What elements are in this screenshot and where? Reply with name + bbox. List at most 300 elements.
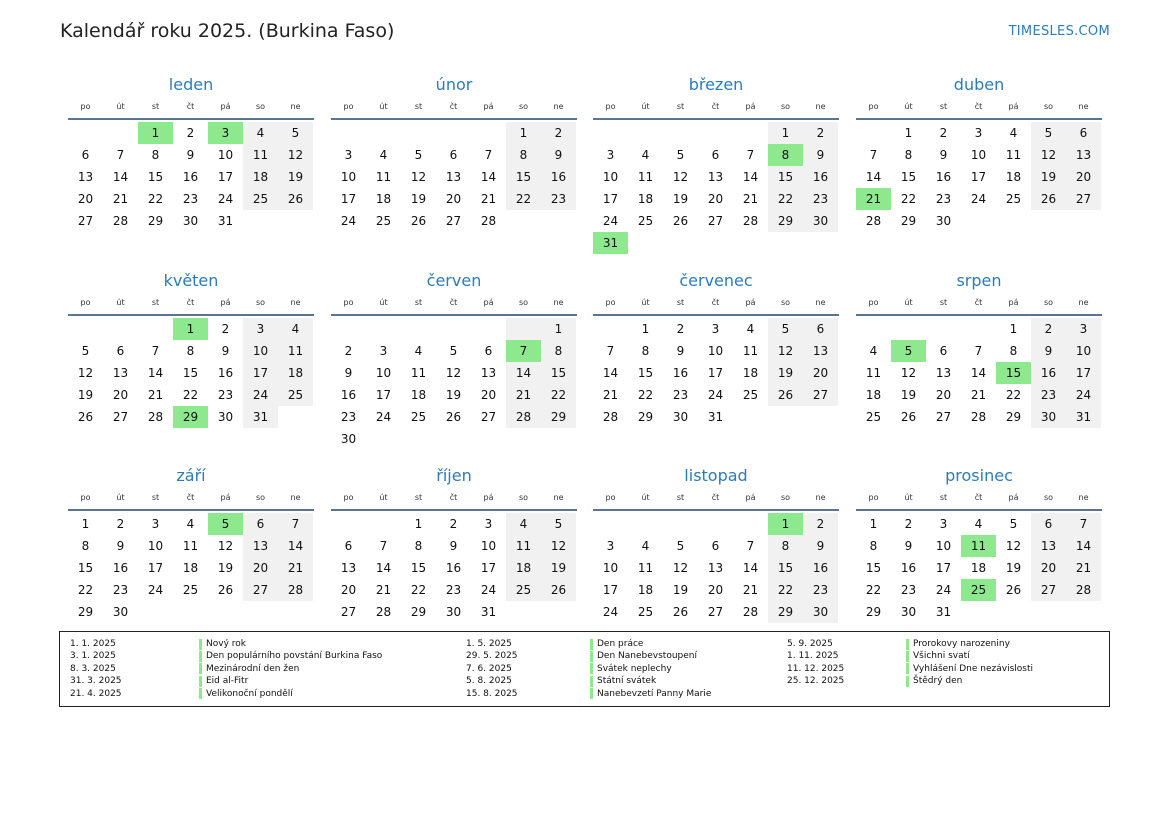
day-cell: 19 <box>278 166 313 188</box>
weekday-label: st <box>414 298 423 307</box>
legend-marker <box>199 651 202 662</box>
day-cell: 25 <box>742 388 759 402</box>
legend-holiday-name: Vyhlášení Dne nezávislosti <box>913 663 1034 674</box>
day-cell: 25 <box>182 583 199 597</box>
day-cell: 14 <box>506 362 541 384</box>
day-cell: 29 <box>147 214 164 228</box>
weekday-label: ne <box>815 493 826 502</box>
legend-date: 1. 11. 2025 <box>787 651 839 662</box>
day-cell: 12 <box>77 366 94 380</box>
holiday-day: 1 <box>173 318 208 340</box>
weekday-label: pá <box>483 493 494 502</box>
month-červenec <box>593 270 839 428</box>
day-cell: 11 <box>278 340 313 362</box>
day-cell: 14 <box>865 170 882 184</box>
day-cell: 7 <box>116 148 125 162</box>
day-cell: 31 <box>480 605 497 619</box>
day-cell: 23 <box>672 388 689 402</box>
weekday-label: st <box>939 493 948 502</box>
day-cell: 17 <box>243 362 278 384</box>
weekday-label: út <box>641 102 650 111</box>
empty-cell <box>698 513 733 535</box>
day-cell: 31 <box>935 605 952 619</box>
empty-cell <box>628 122 663 144</box>
day-cell: 10 <box>602 170 619 184</box>
day-cell: 10 <box>217 148 234 162</box>
legend-marker <box>590 688 593 699</box>
legend-holiday-name: Prorokovy narozeniny <box>913 639 1010 649</box>
month-březen <box>593 74 839 254</box>
day-cell: 8 <box>768 535 803 557</box>
weekday-header <box>856 102 1102 120</box>
day-cell: 21 <box>602 388 619 402</box>
day-cell: 6 <box>711 148 720 162</box>
day-cell: 17 <box>707 366 724 380</box>
day-cell: 26 <box>217 583 234 597</box>
day-cell: 31 <box>217 214 234 228</box>
legend-holiday-name: Svátek neplechy <box>597 663 672 674</box>
holiday-day: 11 <box>961 535 996 557</box>
empty-cell <box>926 318 961 340</box>
day-cell: 27 <box>243 579 278 601</box>
day-cell: 3 <box>974 126 983 140</box>
day-cell: 10 <box>375 366 392 380</box>
day-cell: 6 <box>81 148 90 162</box>
day-cell: 3 <box>1066 318 1101 340</box>
weekday-label: út <box>116 102 125 111</box>
weekday-label: so <box>1043 493 1054 502</box>
day-cell: 6 <box>1066 122 1101 144</box>
day-cell: 22 <box>541 384 576 406</box>
weekday-label: st <box>676 493 685 502</box>
day-cell: 11 <box>182 539 199 553</box>
day-cell: 15 <box>506 166 541 188</box>
weekday-label: po <box>605 493 616 502</box>
day-cell: 26 <box>445 410 462 424</box>
day-cell: 21 <box>506 384 541 406</box>
day-cell: 22 <box>865 583 882 597</box>
empty-cell <box>733 122 768 144</box>
day-cell: 28 <box>278 579 313 601</box>
month-srpen <box>856 270 1102 428</box>
day-cell: 20 <box>77 192 94 206</box>
day-cell: 4 <box>974 517 983 531</box>
day-cell: 10 <box>243 340 278 362</box>
weekday-label: pá <box>220 298 231 307</box>
day-cell: 23 <box>541 188 576 210</box>
day-cell: 9 <box>803 144 838 166</box>
day-cell: 29 <box>637 410 654 424</box>
day-cell: 7 <box>869 148 878 162</box>
weekday-label: čt <box>186 298 195 307</box>
weekday-label: ne <box>815 102 826 111</box>
day-cell: 3 <box>243 318 278 340</box>
day-grid <box>856 511 1101 623</box>
day-cell: 1 <box>506 122 541 144</box>
day-cell: 11 <box>375 170 392 184</box>
month-listopad <box>593 465 839 623</box>
day-cell: 28 <box>1066 579 1101 601</box>
weekday-label: ne <box>1078 493 1089 502</box>
weekday-label: st <box>151 298 160 307</box>
weekday-header <box>856 493 1102 511</box>
weekday-label: út <box>904 493 913 502</box>
day-cell: 3 <box>711 322 720 336</box>
day-cell: 18 <box>182 561 199 575</box>
day-cell: 4 <box>506 513 541 535</box>
month-září <box>68 465 314 623</box>
legend-marker <box>590 651 593 662</box>
day-cell: 12 <box>672 170 689 184</box>
day-cell: 7 <box>746 539 755 553</box>
weekday-label: čt <box>974 102 983 111</box>
weekday-label: ne <box>1078 298 1089 307</box>
weekday-label: čt <box>974 493 983 502</box>
weekday-label: ne <box>290 493 301 502</box>
day-cell: 3 <box>151 517 160 531</box>
weekday-label: po <box>868 493 879 502</box>
legend-marker <box>590 676 593 687</box>
day-cell: 1 <box>414 517 423 531</box>
weekday-header <box>331 298 577 316</box>
day-cell: 30 <box>900 605 917 619</box>
day-cell: 9 <box>904 539 913 553</box>
day-cell: 19 <box>217 561 234 575</box>
empty-cell <box>733 513 768 535</box>
weekday-label: út <box>641 493 650 502</box>
day-cell: 6 <box>344 539 353 553</box>
weekday-label: so <box>1043 298 1054 307</box>
day-cell: 20 <box>935 388 952 402</box>
day-cell: 21 <box>742 583 759 597</box>
day-cell: 5 <box>81 344 90 358</box>
day-cell: 22 <box>900 192 917 206</box>
weekday-header <box>68 493 314 511</box>
month-name: červen <box>426 271 482 290</box>
day-cell: 24 <box>935 583 952 597</box>
day-cell: 8 <box>869 539 878 553</box>
day-cell: 11 <box>506 535 541 557</box>
day-cell: 27 <box>935 410 952 424</box>
day-cell: 6 <box>116 344 125 358</box>
weekday-label: pá <box>220 102 231 111</box>
day-cell: 11 <box>637 170 654 184</box>
day-cell: 2 <box>344 344 353 358</box>
day-cell: 18 <box>506 557 541 579</box>
legend-marker <box>906 663 909 674</box>
brand-link[interactable]: TIMESLES.COM <box>1008 24 1110 39</box>
empty-cell <box>366 513 401 535</box>
day-cell: 1 <box>869 517 878 531</box>
day-cell: 8 <box>904 148 913 162</box>
legend-marker <box>199 639 202 650</box>
day-grid <box>856 316 1101 428</box>
day-cell: 6 <box>939 344 948 358</box>
day-cell: 21 <box>147 388 164 402</box>
weekday-label: út <box>116 493 125 502</box>
weekday-header <box>856 298 1102 316</box>
day-cell: 12 <box>445 366 462 380</box>
day-cell: 5 <box>278 122 313 144</box>
weekday-label: po <box>80 298 91 307</box>
day-cell: 18 <box>410 388 427 402</box>
weekday-label: st <box>414 493 423 502</box>
day-cell: 22 <box>637 388 654 402</box>
day-cell: 25 <box>375 214 392 228</box>
day-cell: 7 <box>379 539 388 553</box>
empty-cell <box>436 122 471 144</box>
day-cell: 8 <box>506 144 541 166</box>
empty-cell <box>506 318 541 340</box>
legend-holiday-name: Den populárního povstání Burkina Faso <box>206 651 383 662</box>
day-cell: 2 <box>541 122 576 144</box>
month-name: říjen <box>436 466 472 485</box>
day-cell: 1 <box>768 122 803 144</box>
day-cell: 19 <box>445 388 462 402</box>
day-cell: 5 <box>541 513 576 535</box>
day-cell: 24 <box>480 583 497 597</box>
day-cell: 16 <box>541 166 576 188</box>
day-cell: 23 <box>935 192 952 206</box>
day-cell: 8 <box>641 344 650 358</box>
day-cell: 29 <box>1005 410 1022 424</box>
day-cell: 17 <box>375 388 392 402</box>
day-cell: 19 <box>672 583 689 597</box>
day-cell: 10 <box>602 561 619 575</box>
day-cell: 18 <box>970 561 987 575</box>
month-name: červenec <box>679 271 753 290</box>
day-cell: 7 <box>484 148 493 162</box>
day-cell: 17 <box>935 561 952 575</box>
day-cell: 4 <box>243 122 278 144</box>
day-cell: 16 <box>803 166 838 188</box>
day-cell: 2 <box>803 513 838 535</box>
day-cell: 17 <box>970 170 987 184</box>
holiday-day: 25 <box>961 579 996 601</box>
weekday-label: so <box>780 298 791 307</box>
weekday-label: ne <box>290 298 301 307</box>
legend-marker <box>906 651 909 662</box>
day-cell: 12 <box>768 340 803 362</box>
weekday-header <box>68 102 314 120</box>
day-cell: 29 <box>410 605 427 619</box>
day-cell: 26 <box>77 410 94 424</box>
day-cell: 20 <box>445 192 462 206</box>
day-cell: 21 <box>742 192 759 206</box>
month-name: září <box>176 466 206 485</box>
month-leden <box>68 74 314 232</box>
day-cell: 19 <box>1031 166 1066 188</box>
day-cell: 26 <box>410 214 427 228</box>
month-name: březen <box>688 75 744 94</box>
weekday-label: so <box>518 298 529 307</box>
day-cell: 30 <box>803 210 838 232</box>
holiday-day: 8 <box>768 144 803 166</box>
empty-cell <box>103 318 138 340</box>
legend-date: 21. 4. 2025 <box>70 688 122 699</box>
day-cell: 9 <box>449 539 458 553</box>
day-cell: 28 <box>970 410 987 424</box>
day-cell: 15 <box>541 362 576 384</box>
day-cell: 12 <box>410 170 427 184</box>
day-cell: 11 <box>865 366 882 380</box>
day-cell: 4 <box>641 539 650 553</box>
day-cell: 15 <box>900 170 917 184</box>
day-cell: 17 <box>480 561 497 575</box>
empty-cell <box>698 122 733 144</box>
day-cell: 14 <box>112 170 129 184</box>
day-cell: 12 <box>900 366 917 380</box>
day-cell: 15 <box>182 366 199 380</box>
empty-cell <box>593 318 628 340</box>
day-cell: 23 <box>445 583 462 597</box>
day-cell: 13 <box>243 535 278 557</box>
day-cell: 2 <box>676 322 685 336</box>
day-cell: 6 <box>243 513 278 535</box>
day-cell: 13 <box>112 366 129 380</box>
day-cell: 26 <box>768 384 803 406</box>
legend-date: 25. 12. 2025 <box>787 676 845 687</box>
day-cell: 26 <box>900 410 917 424</box>
day-cell: 19 <box>1005 561 1022 575</box>
day-cell: 16 <box>672 366 689 380</box>
day-cell: 26 <box>1005 583 1022 597</box>
weekday-header <box>68 298 314 316</box>
day-cell: 29 <box>865 605 882 619</box>
day-cell: 9 <box>541 144 576 166</box>
weekday-label: út <box>641 298 650 307</box>
day-cell: 2 <box>939 126 948 140</box>
day-cell: 23 <box>340 410 357 424</box>
day-cell: 25 <box>243 188 278 210</box>
day-cell: 15 <box>410 561 427 575</box>
day-cell: 20 <box>480 388 497 402</box>
day-cell: 24 <box>217 192 234 206</box>
page-title: Kalendář roku 2025. (Burkina Faso) <box>60 20 395 42</box>
day-cell: 2 <box>186 126 195 140</box>
month-name: květen <box>163 271 219 290</box>
weekday-label: st <box>414 102 423 111</box>
day-cell: 30 <box>935 214 952 228</box>
day-cell: 13 <box>707 561 724 575</box>
day-cell: 2 <box>221 322 230 336</box>
day-cell: 13 <box>445 170 462 184</box>
day-cell: 5 <box>676 148 685 162</box>
day-cell: 20 <box>340 583 357 597</box>
day-cell: 24 <box>375 410 392 424</box>
day-cell: 17 <box>147 561 164 575</box>
day-cell: 6 <box>449 148 458 162</box>
day-cell: 10 <box>1066 340 1101 362</box>
day-cell: 10 <box>147 539 164 553</box>
holiday-legend <box>59 631 1110 707</box>
day-cell: 22 <box>768 579 803 601</box>
day-cell: 28 <box>742 214 759 228</box>
day-cell: 16 <box>112 561 129 575</box>
weekday-label: po <box>343 298 354 307</box>
day-cell: 15 <box>865 561 882 575</box>
legend-date: 5. 8. 2025 <box>466 676 512 687</box>
day-cell: 28 <box>742 605 759 619</box>
legend-date: 31. 3. 2025 <box>70 676 122 687</box>
day-cell: 3 <box>606 148 615 162</box>
day-cell: 2 <box>449 517 458 531</box>
day-cell: 16 <box>217 366 234 380</box>
legend-date: 11. 12. 2025 <box>787 663 845 674</box>
holiday-day: 29 <box>173 406 208 428</box>
legend-marker <box>906 639 909 650</box>
month-říjen <box>331 465 577 623</box>
day-cell: 27 <box>803 384 838 406</box>
day-cell: 1 <box>1009 322 1018 336</box>
day-cell: 13 <box>480 366 497 380</box>
day-cell: 9 <box>939 148 948 162</box>
month-name: únor <box>435 75 473 94</box>
day-cell: 25 <box>278 384 313 406</box>
day-cell: 12 <box>672 561 689 575</box>
weekday-label: čt <box>974 298 983 307</box>
weekday-label: ne <box>815 298 826 307</box>
day-cell: 3 <box>379 344 388 358</box>
legend-holiday-name: Velikonoční pondělí <box>206 688 293 699</box>
day-cell: 20 <box>803 362 838 384</box>
empty-cell <box>856 122 891 144</box>
legend-marker <box>590 663 593 674</box>
day-cell: 20 <box>1066 166 1101 188</box>
weekday-label: út <box>379 493 388 502</box>
day-cell: 20 <box>707 583 724 597</box>
day-cell: 21 <box>1066 557 1101 579</box>
empty-cell <box>856 318 891 340</box>
day-cell: 8 <box>186 344 195 358</box>
empty-cell <box>138 318 173 340</box>
day-cell: 24 <box>707 388 724 402</box>
day-grid <box>68 120 313 232</box>
day-cell: 29 <box>900 214 917 228</box>
weekday-label: út <box>116 298 125 307</box>
day-cell: 27 <box>340 605 357 619</box>
weekday-label: ne <box>553 102 564 111</box>
day-cell: 9 <box>221 344 230 358</box>
day-cell: 3 <box>939 517 948 531</box>
day-cell: 15 <box>768 166 803 188</box>
day-cell: 30 <box>217 410 234 424</box>
day-cell: 20 <box>1031 557 1066 579</box>
empty-cell <box>628 513 663 535</box>
holiday-day: 21 <box>856 188 891 210</box>
day-cell: 6 <box>803 318 838 340</box>
day-cell: 24 <box>602 214 619 228</box>
weekday-label: út <box>379 102 388 111</box>
day-cell: 4 <box>379 148 388 162</box>
empty-cell <box>366 122 401 144</box>
day-cell: 10 <box>340 170 357 184</box>
legend-date: 3. 1. 2025 <box>70 651 116 662</box>
empty-cell <box>68 122 103 144</box>
weekday-header <box>331 493 577 511</box>
day-cell: 23 <box>803 188 838 210</box>
empty-cell <box>471 122 506 144</box>
day-cell: 24 <box>243 384 278 406</box>
day-cell: 14 <box>970 366 987 380</box>
weekday-header <box>593 102 839 120</box>
legend-holiday-name: Eid al-Fitr <box>206 676 249 687</box>
legend-date: 29. 5. 2025 <box>466 651 518 662</box>
day-cell: 23 <box>803 579 838 601</box>
day-cell: 9 <box>803 535 838 557</box>
weekday-label: ne <box>553 298 564 307</box>
holiday-day: 15 <box>996 362 1031 384</box>
